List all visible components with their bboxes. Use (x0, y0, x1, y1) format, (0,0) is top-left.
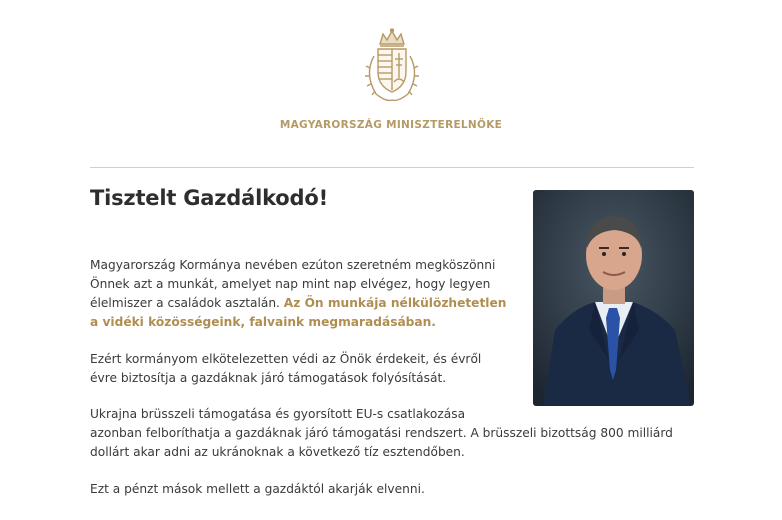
highlighted-text: Az Ön munkája nélkülözhetetlen (283, 296, 507, 310)
text-line: azonban felboríthatja a gazdáknak járó támogatási rendszert. A brüsszeli bizottság 800 milliárd (90, 426, 673, 440)
text-line: Ezért kormányom elkötelezetten védi az Önök érdekeit, és évről (90, 352, 482, 366)
portrait-photo (533, 190, 694, 406)
text-line: évre biztosítja a gazdáknak járó támogatások folyósítását. (90, 371, 447, 385)
header-divider (90, 167, 694, 168)
paragraph-thanks (90, 256, 530, 332)
paragraph-ukraine (90, 405, 700, 462)
paragraph-commitment (90, 350, 510, 388)
paragraph-money: Ezt a pénzt mások mellett a gazdáktól akarják elvenni. (90, 482, 425, 496)
text-line: Ukrajna brüsszeli támogatása és gyorsított EU-s csatlakozása (90, 407, 466, 421)
text-line (90, 294, 530, 313)
highlighted-text: a vidéki közösségeink, falvaink megmaradásában. (90, 315, 436, 329)
text-line: Önnek azt a munkát, amelyet nap mint nap elvégez, hogy legyen (90, 277, 491, 291)
office-title: MAGYARORSZÁG MINISZTERELNÖKE (279, 119, 503, 131)
coat-of-arms-icon (356, 28, 428, 108)
text-line: Magyarország Kormánya nevében ezúton szeretném megköszönni (90, 258, 496, 272)
letter-salutation: Tisztelt Gazdálkodó! (90, 186, 328, 210)
text-line: dollárt akar adni az ukránoknak a következő tíz esztendőben. (90, 445, 465, 459)
text-span: élelmiszer a családok asztalán. (90, 296, 284, 310)
